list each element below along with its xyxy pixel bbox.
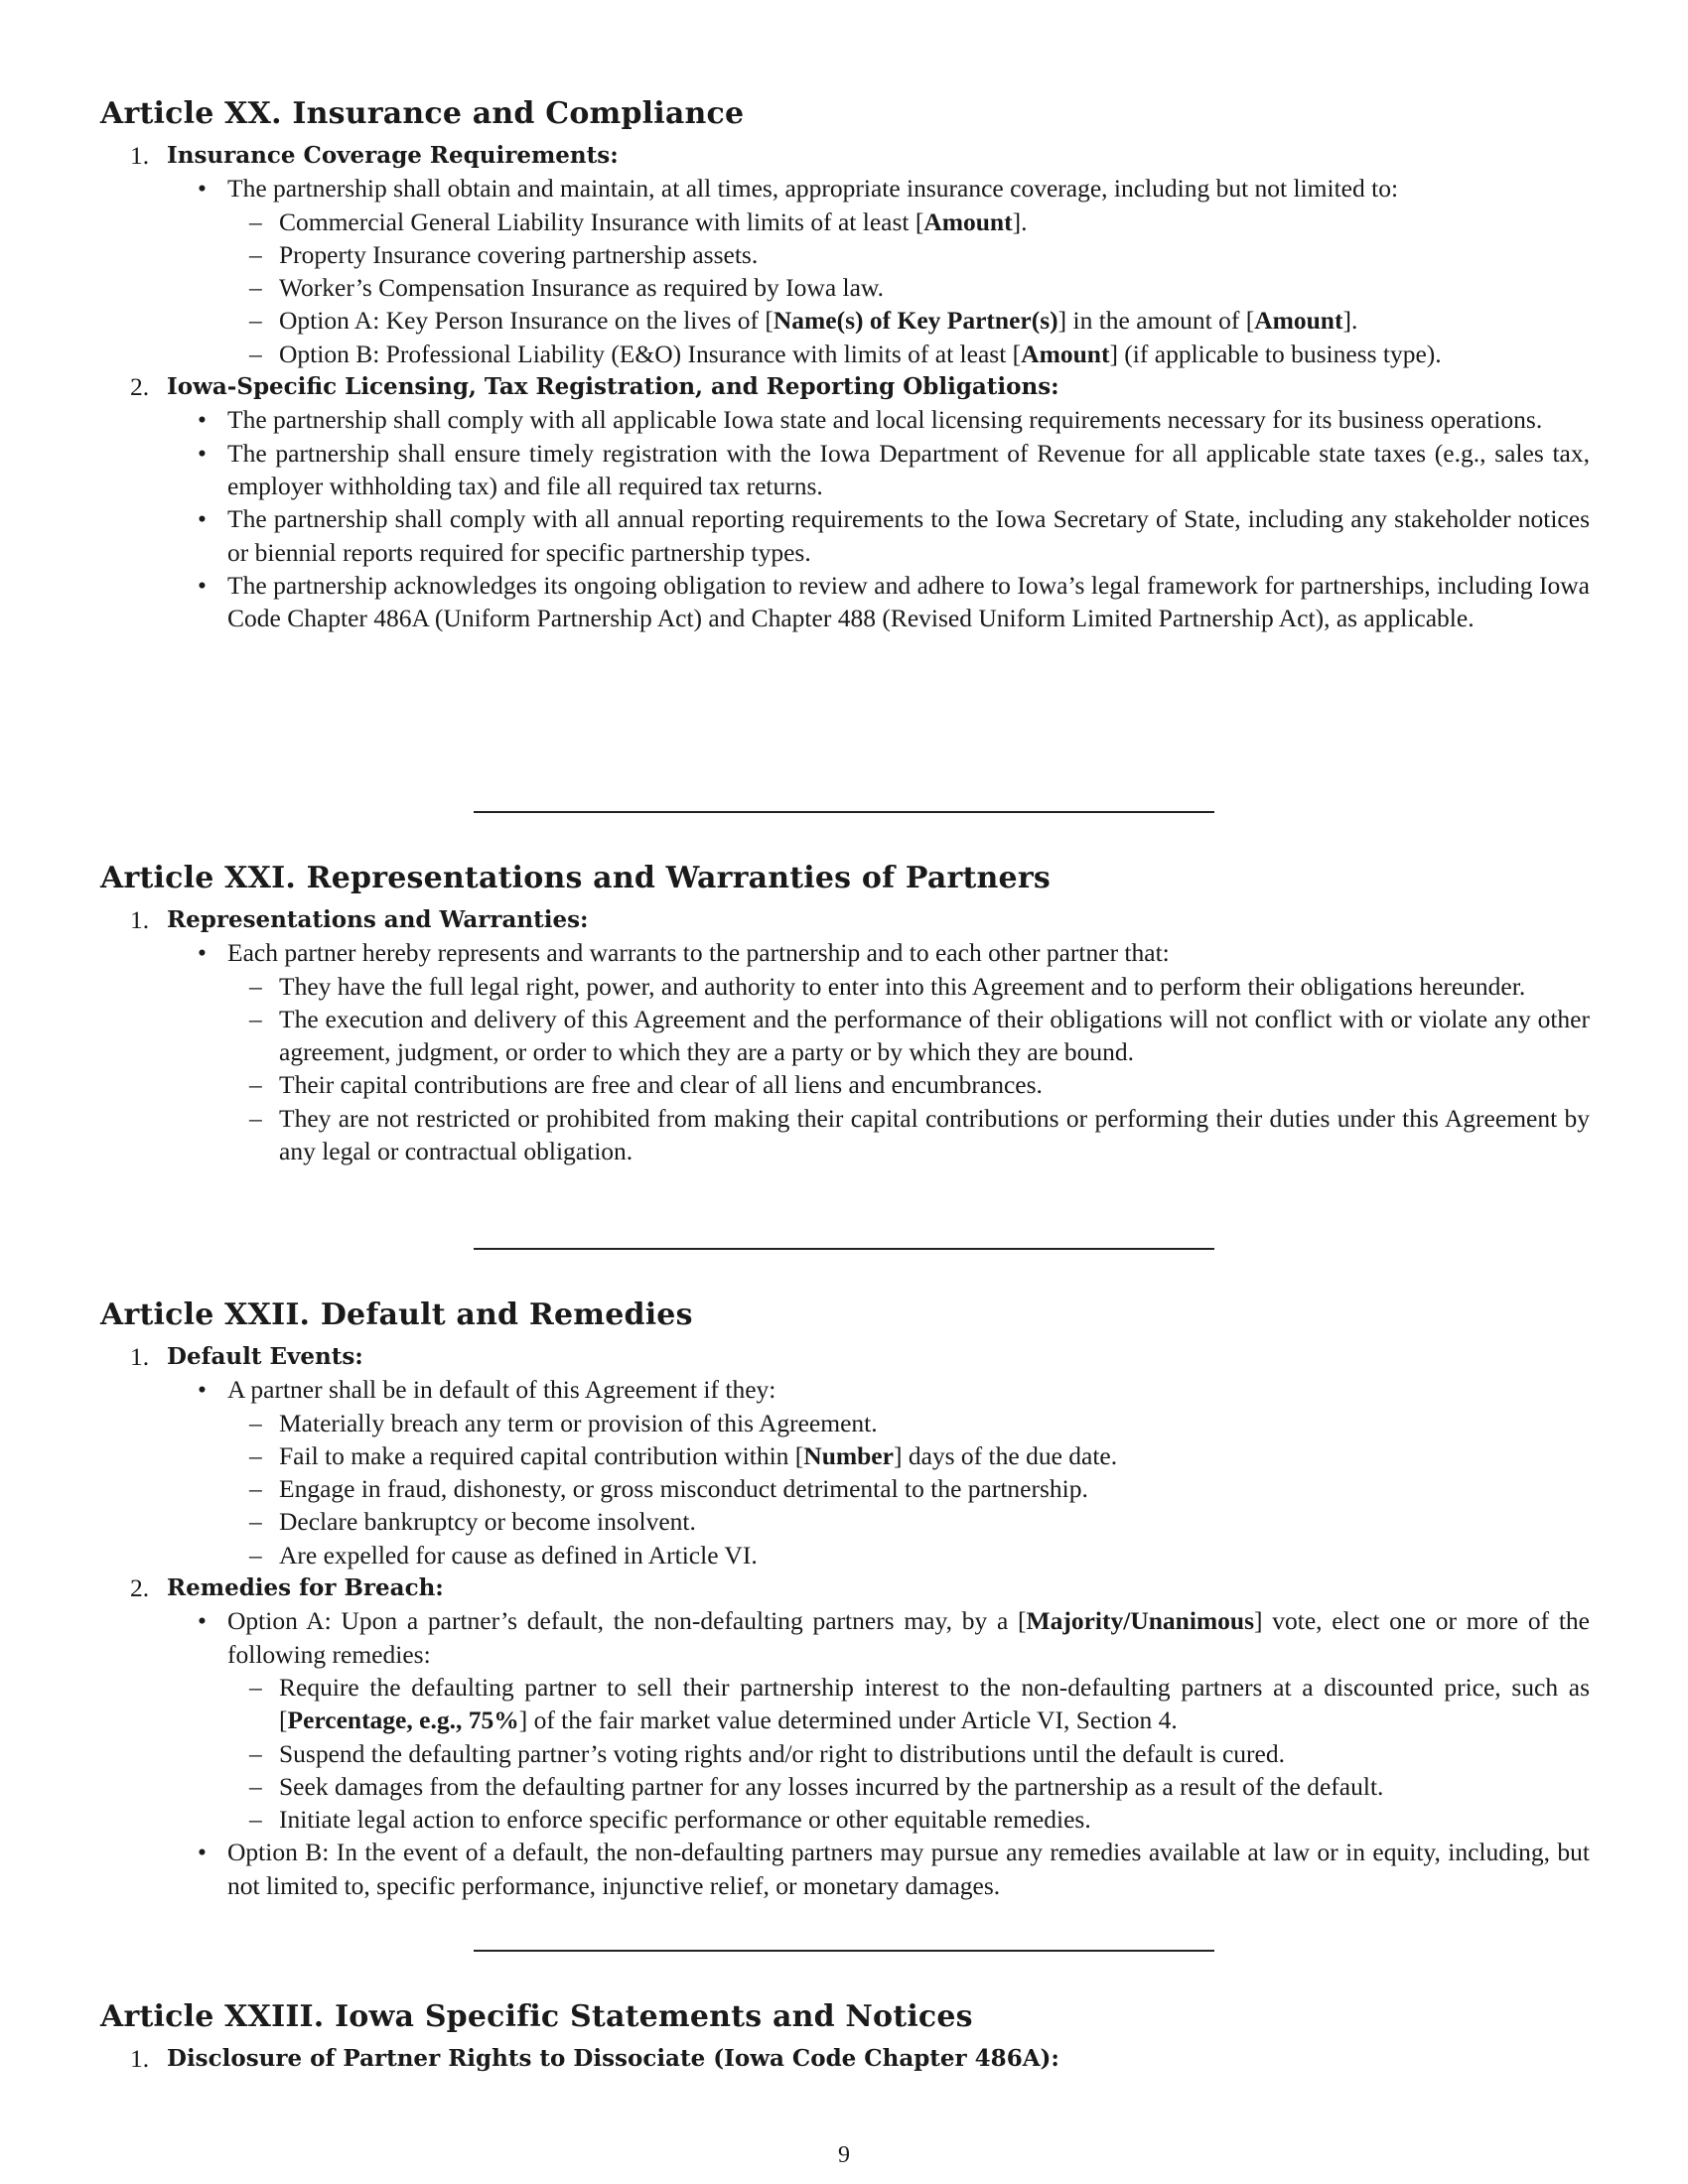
placeholder-field: Amount bbox=[1021, 339, 1110, 368]
section-heading-row bbox=[100, 1571, 1590, 1604]
section bbox=[100, 903, 1590, 1167]
sub-bullet-item bbox=[100, 238, 1590, 271]
placeholder-field: Name(s) of Key Partner(s) bbox=[773, 306, 1058, 336]
text-run: Are expelled for cause as defined in Article VI. bbox=[279, 1540, 758, 1570]
text-run: The execution and delivery of this Agreement and the performance of their obligations will not conflict with or violate any other agreement, judgment, or order to which they are a party or by which they are bound. bbox=[279, 1004, 1590, 1067]
text-run: Property Insurance covering partnership assets. bbox=[279, 239, 759, 269]
text-run: ]. bbox=[1012, 206, 1028, 236]
section-divider bbox=[474, 811, 1214, 813]
sub-bullet-item bbox=[100, 205, 1590, 238]
bullet-item: • The partnership shall obtain and maintain, at all times, appropriate insurance coverage, including but not limited to: bbox=[100, 172, 1590, 205]
text-run: Option A: Upon a partner’s default, the non-defaulting partners may, by a [ bbox=[227, 1606, 1027, 1636]
placeholder-field: Amount bbox=[923, 206, 1013, 236]
section-heading: Default Events: bbox=[167, 1343, 363, 1370]
sub-bullet-item bbox=[100, 1539, 1590, 1571]
sub-bullet-item bbox=[100, 970, 1590, 1003]
sub-bullet-item bbox=[100, 1407, 1590, 1439]
placeholder-field: Majority/Unanimous bbox=[1026, 1606, 1255, 1636]
article-xxi bbox=[100, 860, 1590, 1167]
article-xx bbox=[100, 95, 1590, 634]
section-number: 1. bbox=[130, 2044, 150, 2073]
text-run: ] vote, elect one or more of the following remedies: bbox=[227, 1606, 1590, 1669]
section bbox=[100, 370, 1590, 634]
sub-bullet-item bbox=[100, 271, 1590, 304]
sub-bullet-item bbox=[100, 304, 1590, 337]
text-run: Materially breach any term or provision of this Agreement. bbox=[279, 1408, 878, 1437]
section-heading-row bbox=[100, 1340, 1590, 1373]
text-run: Worker’s Compensation Insurance as required by Iowa law. bbox=[279, 273, 885, 303]
article-xxii bbox=[100, 1297, 1590, 1902]
sub-bullet-item bbox=[100, 1068, 1590, 1101]
text-run: Option A: Key Person Insurance on the lives of [ bbox=[279, 306, 774, 336]
bullet-item: • Option B: In the event of a default, the non-defaulting partners may pursue any remedies available at law or in equity, including, but not limited to, specific performance, injunctive relief, or monetary damages. bbox=[100, 1836, 1590, 1902]
text-run: ] of the fair market value determined under Article VI, Section 4. bbox=[518, 1706, 1178, 1735]
bullet-item: • The partnership acknowledges its ongoing obligation to review and adhere to Iowa’s legal framework for partnerships, including Iowa Code Chapter 486A (Uniform Partnership Act) and Chapter 488 (Revised Uniform Limited Partnership Act), as applicable. bbox=[100, 569, 1590, 635]
text-run: Declare bankruptcy or become insolvent. bbox=[279, 1507, 696, 1537]
text-run: Option B: Professional Liability (E&O) Insurance with limits of at least [ bbox=[279, 339, 1022, 368]
placeholder-field: Percentage, e.g., 75% bbox=[287, 1706, 519, 1735]
bullet-item: • Each partner hereby represents and warrants to the partnership and to each other partner that: bbox=[100, 936, 1590, 969]
section-number: 1. bbox=[130, 905, 150, 934]
article-title: Article XXI. Representations and Warranties of Partners bbox=[100, 861, 1051, 895]
text-run: Suspend the defaulting partner’s voting rights and/or right to distributions until the default is cured. bbox=[279, 1738, 1285, 1768]
text-run: They are not restricted or prohibited from making their capital contributions or performing their duties under this Agreement by any legal or contractual obligation. bbox=[279, 1103, 1590, 1166]
section-heading-row bbox=[100, 903, 1590, 936]
section bbox=[100, 1571, 1590, 1902]
section-number: 2. bbox=[130, 1573, 150, 1603]
text-run: ] in the amount of [ bbox=[1057, 306, 1255, 336]
section-heading-row bbox=[100, 2042, 1590, 2075]
sub-bullet-item bbox=[100, 1803, 1590, 1836]
placeholder-field: Number bbox=[803, 1440, 894, 1470]
article-title: Article XXII. Default and Remedies bbox=[100, 1297, 693, 1332]
page-number: 9 bbox=[838, 2142, 850, 2168]
section-heading: Disclosure of Partner Rights to Dissociate (Iowa Code Chapter 486A): bbox=[167, 2045, 1059, 2072]
text-run: Require the defaulting partner to sell their partnership interest to the non-defaulting partners at a discounted price, such as [ bbox=[279, 1672, 1590, 1735]
article-title: Article XX. Insurance and Compliance bbox=[100, 96, 745, 131]
sub-bullet-item bbox=[100, 1102, 1590, 1168]
bullet-item: • The partnership shall comply with all applicable Iowa state and local licensing requirements necessary for its business operations. bbox=[100, 403, 1590, 436]
text-run: Commercial General Liability Insurance with limits of at least [ bbox=[279, 206, 924, 236]
sub-bullet-item bbox=[100, 338, 1590, 370]
text-run: Initiate legal action to enforce specific performance or other equitable remedies. bbox=[279, 1805, 1091, 1835]
section bbox=[100, 139, 1590, 370]
text-run: Fail to make a required capital contribution within [ bbox=[279, 1440, 804, 1470]
section-number: 1. bbox=[130, 141, 150, 170]
text-run: Their capital contributions are free and clear of all liens and encumbrances. bbox=[279, 1070, 1043, 1100]
bullet-item bbox=[100, 1604, 1590, 1671]
sub-bullet-item bbox=[100, 1671, 1590, 1737]
section-number: 2. bbox=[130, 372, 150, 402]
section-heading: Remedies for Breach: bbox=[167, 1574, 444, 1602]
sub-bullet-item bbox=[100, 1003, 1590, 1069]
section-heading-row bbox=[100, 139, 1590, 172]
sub-bullet-item bbox=[100, 1439, 1590, 1472]
section-heading-row bbox=[100, 370, 1590, 403]
section-divider bbox=[474, 1248, 1214, 1250]
text-run: They have the full legal right, power, and authority to enter into this Agreement and to perform their obligations hereunder. bbox=[279, 971, 1526, 1001]
section-divider bbox=[474, 1950, 1214, 1952]
text-run: Seek damages from the defaulting partner for any losses incurred by the partnership as a result of the default. bbox=[279, 1771, 1384, 1801]
section-heading: Insurance Coverage Requirements: bbox=[167, 142, 619, 169]
section-heading: Representations and Warranties: bbox=[167, 906, 589, 933]
sub-bullet-item bbox=[100, 1737, 1590, 1770]
placeholder-field: Amount bbox=[1254, 306, 1343, 336]
article-title: Article XXIII. Iowa Specific Statements and Notices bbox=[100, 1999, 973, 2034]
bullet-item: • A partner shall be in default of this Agreement if they: bbox=[100, 1373, 1590, 1406]
sub-bullet-item bbox=[100, 1472, 1590, 1505]
text-run: Engage in fraud, dishonesty, or gross misconduct detrimental to the partnership. bbox=[279, 1474, 1088, 1504]
text-run: ] days of the due date. bbox=[893, 1440, 1118, 1470]
bullet-item: • The partnership shall comply with all annual reporting requirements to the Iowa Secretary of State, including any stakeholder notices or biennial reports required for specific partnership types. bbox=[100, 502, 1590, 569]
section-number: 1. bbox=[130, 1342, 150, 1371]
sub-bullet-item bbox=[100, 1505, 1590, 1538]
sub-bullet-item bbox=[100, 1770, 1590, 1803]
section bbox=[100, 1340, 1590, 1571]
bullet-item: • The partnership shall ensure timely registration with the Iowa Department of Revenue for all applicable state taxes (e.g., sales tax, employer withholding tax) and file all required tax returns. bbox=[100, 437, 1590, 503]
text-run: ]. bbox=[1342, 306, 1358, 336]
article-xxiii bbox=[100, 1998, 1590, 2075]
section bbox=[100, 2042, 1590, 2075]
section-heading: Iowa-Specific Licensing, Tax Registration, and Reporting Obligations: bbox=[167, 373, 1059, 401]
text-run: ] (if applicable to business type). bbox=[1109, 339, 1442, 368]
